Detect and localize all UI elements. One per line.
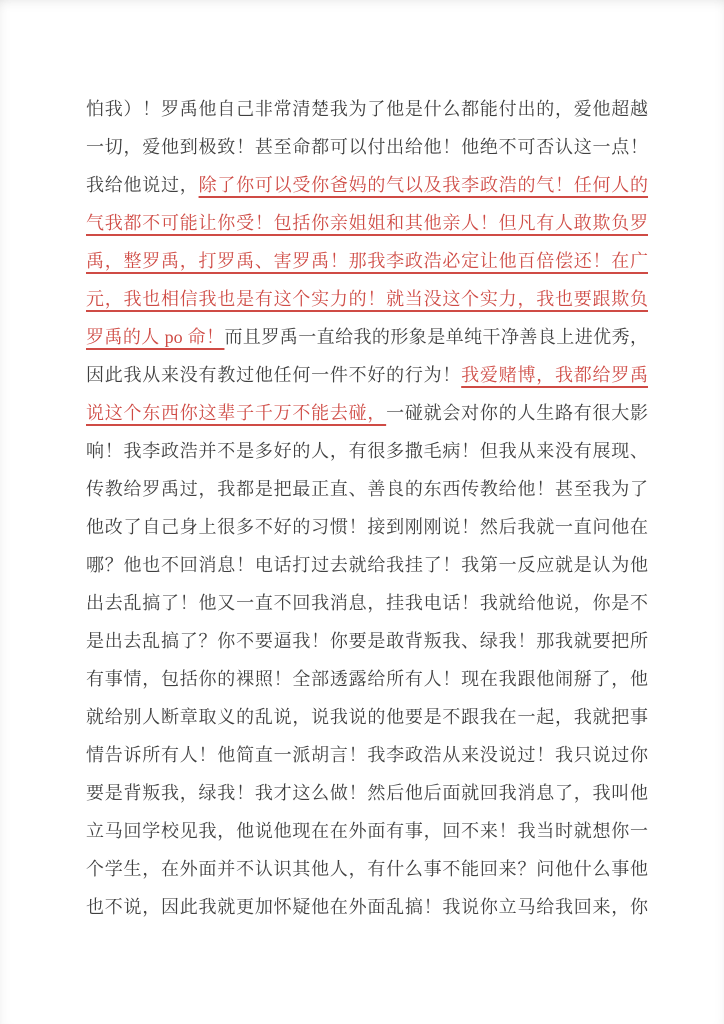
body-text: 立马回学校见我，他说他现在在外面有事，回不来！我当时就想你一 xyxy=(86,821,648,841)
red-underlined-text: 元，我也相信我也是有这个实力的！就当没这个实力，我也要跟欺负 xyxy=(86,289,648,309)
text-line xyxy=(86,660,648,698)
body-text: 响！我李政浩并不是多好的人，有很多撒毛病！但我从来没有展现、 xyxy=(86,441,648,461)
red-underlined-text: 说这个东西你这辈子千万不能去碰， xyxy=(86,403,387,423)
body-text: 传教给罗禹过，我都是把最正直、善良的东西传教给他！甚至我为了 xyxy=(86,479,648,499)
red-underlined-text: 除了你可以受你爸妈的气以及我李政浩的气！任何人的 xyxy=(198,175,649,195)
text-line xyxy=(86,888,648,926)
body-text: 出去乱搞了！他又一直不回我消息，挂我电话！我就给他说，你是不 xyxy=(86,593,648,613)
text-line xyxy=(86,736,648,774)
text-line xyxy=(86,356,648,394)
text-line xyxy=(86,508,648,546)
body-text: 是出去乱搞了？你不要逼我！你要是敢背叛我、绿我！那我就要把所 xyxy=(86,631,648,651)
text-line xyxy=(86,774,648,812)
text-line xyxy=(86,584,648,622)
text-line xyxy=(86,470,648,508)
body-text: 有事情，包括你的裸照！全部透露给所有人！现在我跟他闹掰了，他 xyxy=(86,669,648,689)
text-line xyxy=(86,90,648,128)
body-text: 就给别人断章取义的乱说，说我说的他要是不跟我在一起，我就把事 xyxy=(86,707,648,727)
body-text: 哪？他也不回消息！电话打过去就给我挂了！我第一反应就是认为他 xyxy=(86,555,648,575)
body-text: 要是背叛我，绿我！我才这么做！然后他后面就回我消息了，我叫他 xyxy=(86,783,648,803)
red-underlined-text: 气我都不可能让你受！包括你亲姐姐和其他亲人！但凡有人敢欺负罗 xyxy=(86,213,648,233)
body-text: 一切，爱他到极致！甚至命都可以付出给他！他绝不可否认这一点！ xyxy=(86,137,648,157)
text-line xyxy=(86,204,648,242)
red-underlined-text: 罗禹的人 po 命！ xyxy=(86,327,225,347)
body-text: 怕我）！罗禹他自己非常清楚我为了他是什么都能付出的，爱他超越 xyxy=(86,99,648,119)
body-text: 因此我从来没有教过他任何一件不好的行为！ xyxy=(86,365,462,385)
text-line xyxy=(86,432,648,470)
text-line xyxy=(86,546,648,584)
text-line xyxy=(86,812,648,850)
text-line xyxy=(86,394,648,432)
body-text: 一碰就会对你的人生路有很大影 xyxy=(386,403,649,423)
body-text: 也不说，因此我就更加怀疑他在外面乱搞！我说你立马给我回来，你 xyxy=(86,897,648,917)
body-text: 我给他说过， xyxy=(86,175,199,195)
document-body xyxy=(86,90,648,926)
red-underlined-text: 禹，整罗禹，打罗禹、害罗禹！那我李政浩必定让他百倍偿还！在广 xyxy=(86,251,648,271)
text-line xyxy=(86,698,648,736)
body-text: 个学生，在外面并不认识其他人，有什么事不能回来？问他什么事他 xyxy=(86,859,648,879)
text-line xyxy=(86,850,648,888)
body-text: 而且罗禹一直给我的形象是单纯干净善良上进优秀， xyxy=(224,327,648,347)
text-line xyxy=(86,242,648,280)
text-line xyxy=(86,280,648,318)
text-line xyxy=(86,166,648,204)
text-line xyxy=(86,622,648,660)
red-underlined-text: 我爱赌博，我都给罗禹 xyxy=(461,365,648,385)
body-text: 情告诉所有人！他简直一派胡言！我李政浩从来没说过！我只说过你 xyxy=(86,745,648,765)
text-line xyxy=(86,128,648,166)
body-text: 他改了自己身上很多不好的习惯！接到刚刚说！然后我就一直问他在 xyxy=(86,517,648,537)
text-line xyxy=(86,318,648,356)
